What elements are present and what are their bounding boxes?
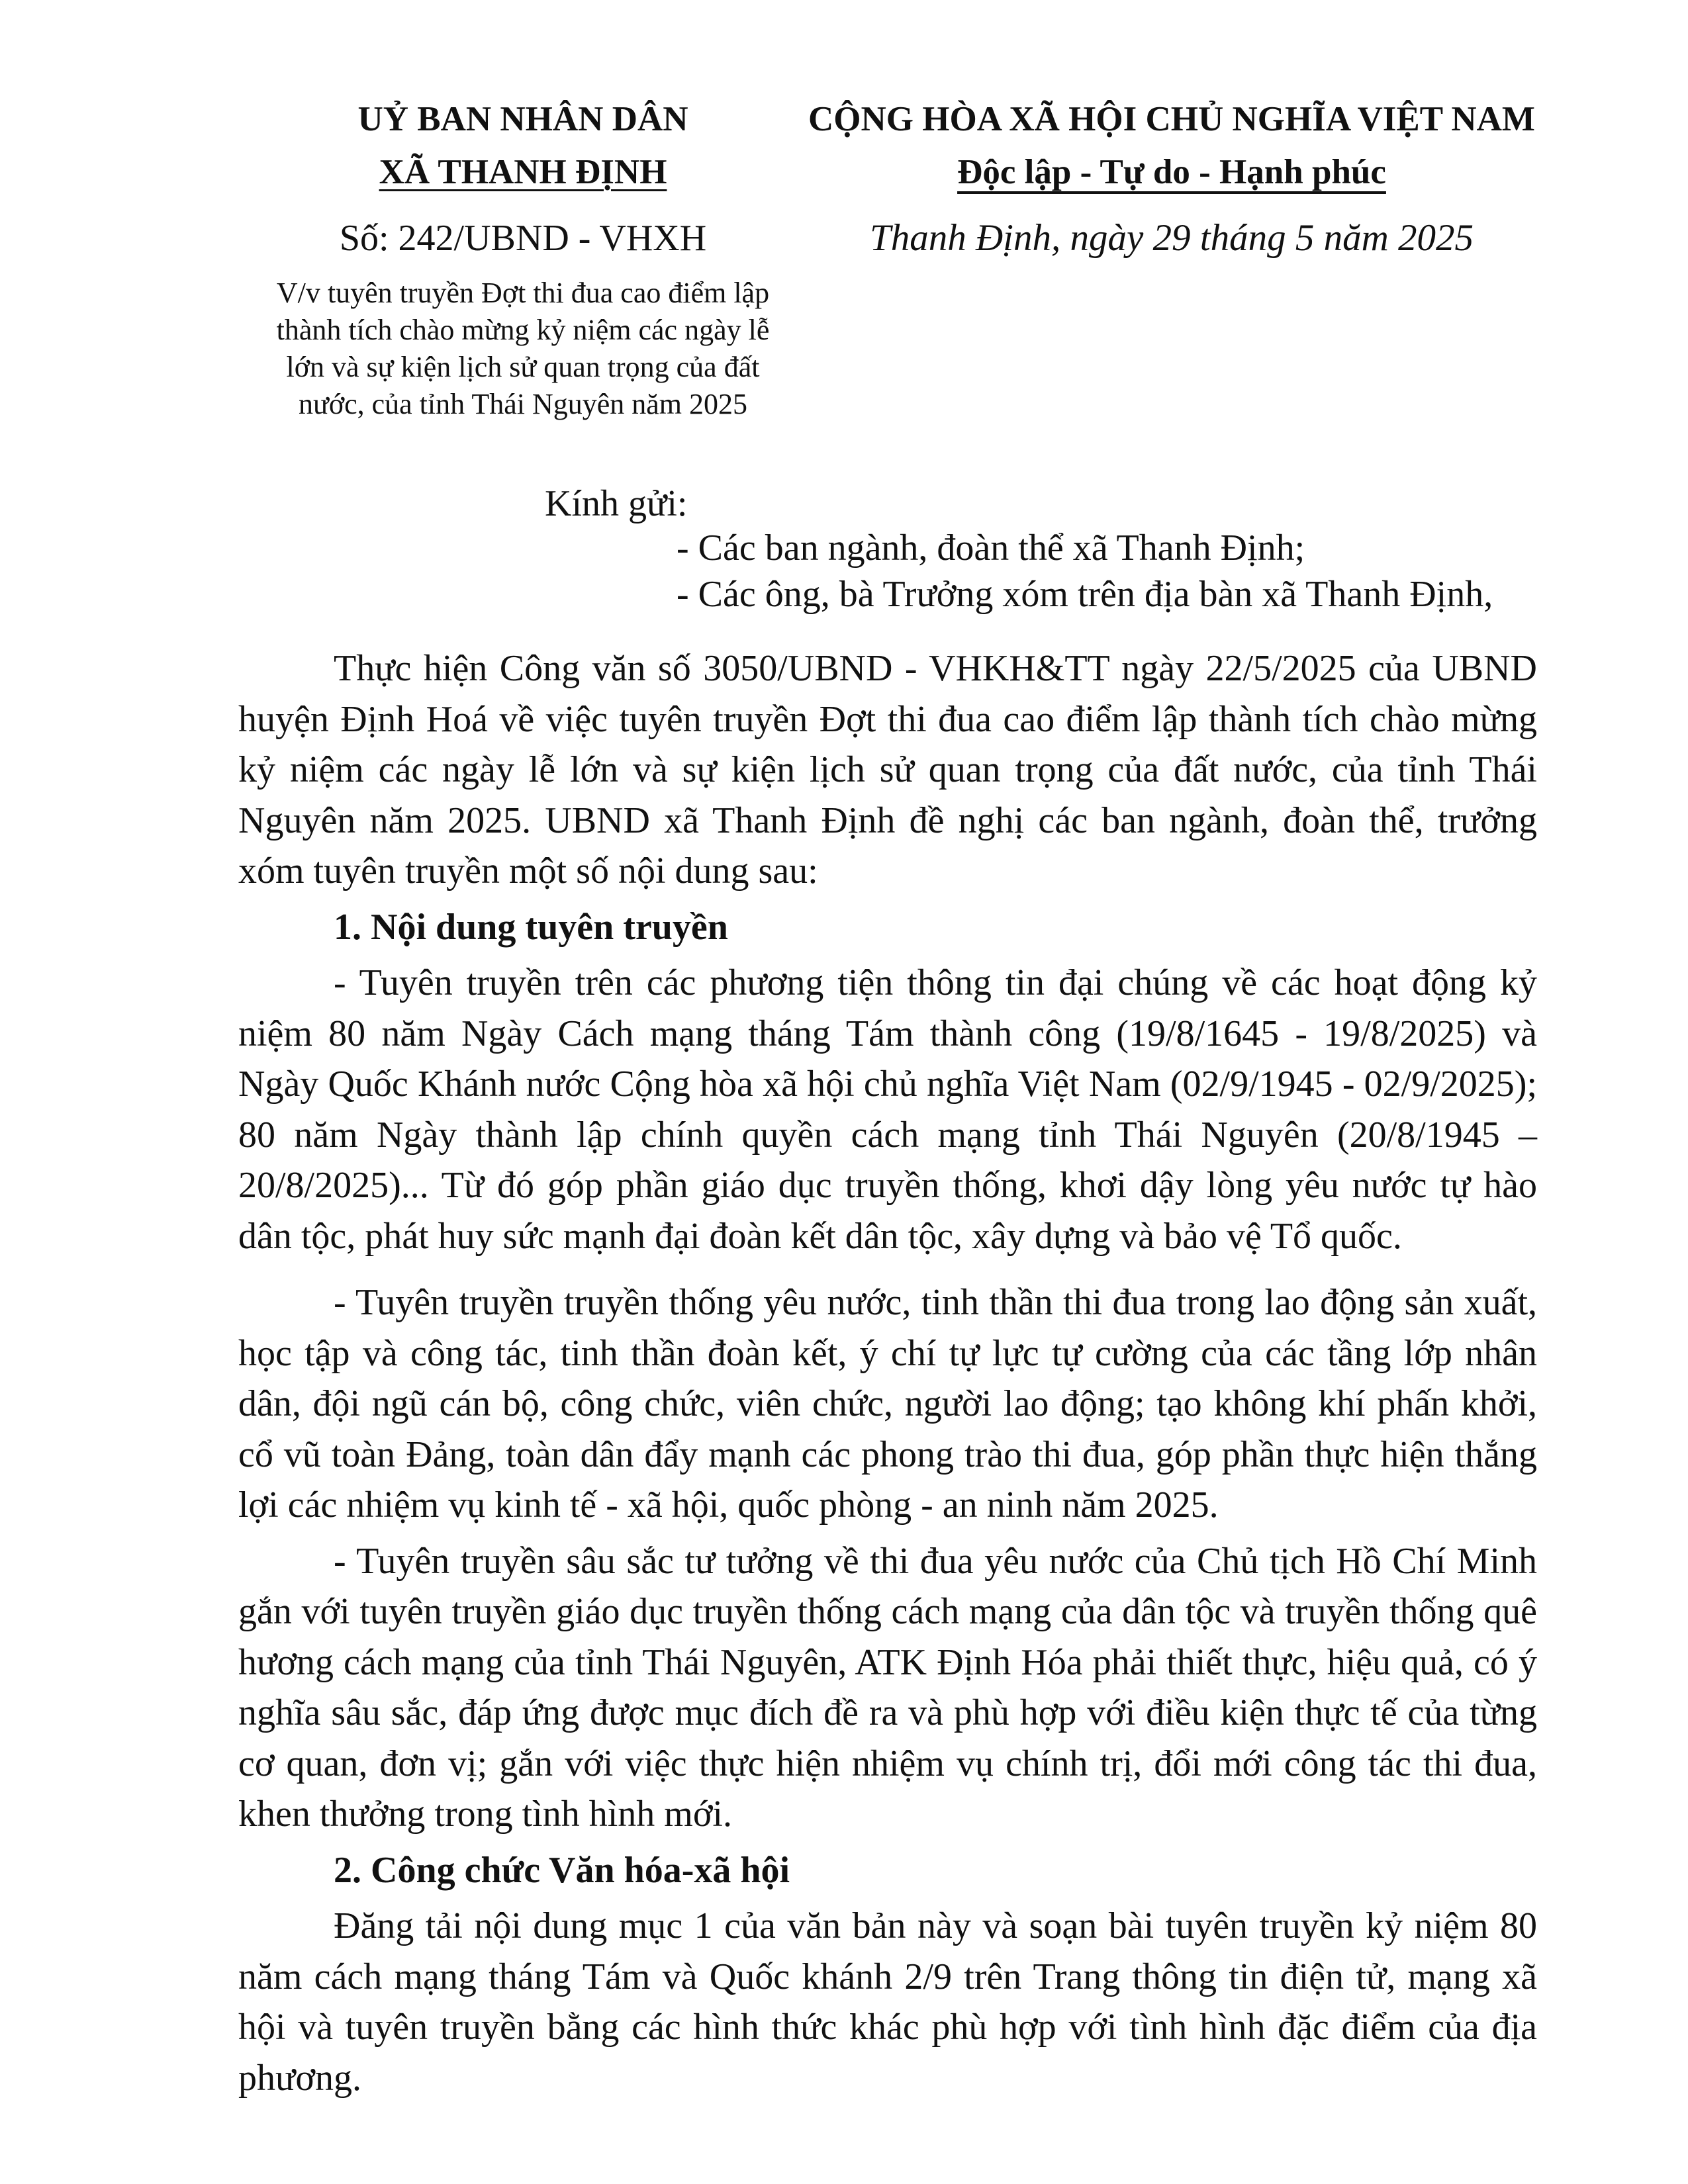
national-motto: Độc lập - Tự do - Hạnh phúc <box>957 153 1386 191</box>
subject-line: thành tích chào mừng kỷ niệm các ngày lễ <box>276 314 770 346</box>
agency-name: UỶ BAN NHÂN DÂN <box>357 100 688 138</box>
section-2-paragraph: Đăng tải nội dung mục 1 của văn bản này và soạn bài tuyên truyền kỷ niệm 80 năm cách mạng tháng Tám và Quốc khánh 2/9 trên Trang thông tin điện tử, mạng xã hội và tuyên truyền bằng các hình thức khác phù hợp với tình hình đặc điểm của địa phương. <box>238 1905 1537 2099</box>
recipients-label: Kính gửi: <box>545 483 688 524</box>
section-2-heading: 2. Công chức Văn hóa-xã hội <box>334 1849 790 1891</box>
section-1-paragraph: - Tuyên truyền truyền thống yêu nước, tinh thần thi đua trong lao động sản xuất, học tập và công tác, tinh thần đoàn kết, ý chí tự lực tự cường của các tầng lớp nhân dân, đội ngũ cán bộ, công chức, viên chức, người lao động; tạo không khí phấn khởi, cổ vũ toàn Đảng, toàn dân đẩy mạnh các phong trào thi đua, góp phần thực hiện thắng lợi các nhiệm vụ kinh tế - xã hội, quốc phòng - an ninh năm 2025. <box>238 1282 1537 1525</box>
recipient-item: - Các ông, bà Trưởng xóm trên địa bàn xã Thanh Định, <box>677 574 1493 615</box>
section-1-heading: 1. Nội dung tuyên truyền <box>334 906 728 948</box>
section-1-paragraph: - Tuyên truyền sâu sắc tư tưởng về thi đua yêu nước của Chủ tịch Hồ Chí Minh gắn với tuyên truyền giáo dục truyền thống cách mạng của dân tộc và truyền thống quê hương cách mạng của tỉnh Thái Nguyên, ATK Định Hóa phải thiết thực, hiệu quả, có ý nghĩa sâu sắc, đáp ứng được mục đích đề ra và phù hợp với điều kiện thực tế của từng cơ quan, đơn vị; gắn với việc thực hiện nhiệm vụ chính trị, đổi mới công tác thi đua, khen thưởng trong tình hình mới. <box>238 1540 1537 1835</box>
agency-commune: XÃ THANH ĐỊNH <box>379 153 667 191</box>
subject-line: nước, của tỉnh Thái Nguyên năm 2025 <box>298 388 748 420</box>
document-number: Số: 242/UBND - VHXH <box>339 218 707 259</box>
subject-line: lớn và sự kiện lịch sử quan trọng của đất <box>286 351 760 383</box>
document-body <box>238 643 1537 2103</box>
subject-line: V/v tuyên truyền Đợt thi đua cao điểm lập <box>276 277 770 309</box>
national-header-block <box>781 93 1562 199</box>
intro-paragraph: Thực hiện Công văn số 3050/UBND - VHKH&TT ngày 22/5/2025 của UBND huyện Định Hoá về việc tuyên truyền Đợt thi đua cao điểm lập thành tích chào mừng kỷ niệm các ngày lễ lớn và sự kiện lịch sử quan trọng của đất nước, của tỉnh Thái Nguyên năm 2025. UBND xã Thanh Định đề nghị các ban ngành, đoàn thể, trưởng xóm tuyên truyền một số nội dung sau: <box>238 648 1537 891</box>
country-name: CỘNG HÒA XÃ HỘI CHỦ NGHĨA VIỆT NAM <box>808 100 1535 138</box>
recipient-item: - Các ban ngành, đoàn thể xã Thanh Định; <box>677 527 1305 569</box>
issuing-agency-block <box>252 93 794 199</box>
section-1-paragraph: - Tuyên truyền trên các phương tiện thông tin đại chúng về các hoạt động kỷ niệm 80 năm Ngày Cách mạng tháng Tám thành công (19/8/1645 - 19/8/2025) và Ngày Quốc Khánh nước Cộng hòa xã hội chủ nghĩa Việt Nam (02/9/1945 - 02/9/2025); 80 năm Ngày thành lập chính quyền cách mạng tỉnh Thái Nguyên (20/8/1945 – 20/8/2025)... Từ đó góp phần giáo dục truyền thống, khơi dậy lòng yêu nước tự hào dân tộc, phát huy sức mạnh đại đoàn kết dân tộc, xây dựng và bảo vệ Tổ quốc. <box>238 962 1537 1257</box>
place-and-date: Thanh Định, ngày 29 tháng 5 năm 2025 <box>870 217 1474 259</box>
document-subject <box>252 275 794 423</box>
